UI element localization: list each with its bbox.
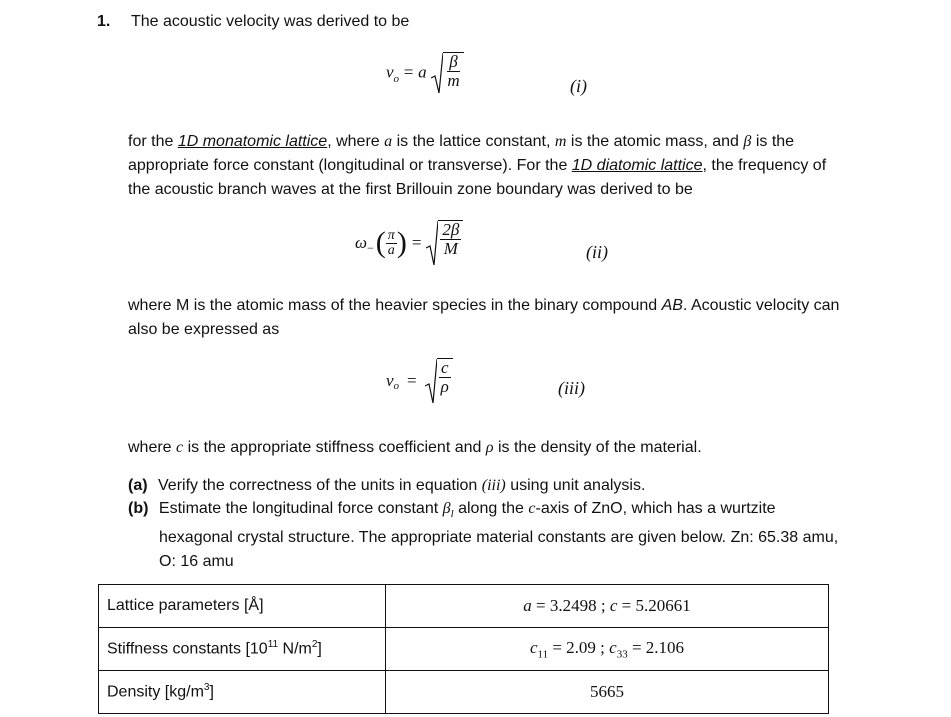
part-a-label: (a) (128, 477, 148, 494)
constants-table (98, 584, 829, 714)
eq1-den: m (447, 71, 460, 90)
row-lattice-label: Lattice parameters [Å] (99, 585, 386, 628)
eq1-lhs: v (386, 62, 394, 82)
para1-line1: for the 1D monatomic lattice, where a is the lattice constant, m is the atomic mass, and β is the (128, 133, 795, 150)
part-a: (a) Verify the correctness of the units in equation (iii) using unit analysis. (128, 477, 646, 494)
eq3-den: ρ (440, 377, 449, 396)
para2-line1: where M is the atomic mass of the heavier species in the binary compound AB. Acoustic velocity can (128, 297, 840, 314)
part-b-line2: hexagonal crystal structure. The appropriate material constants are given below. Zn: 65.38 amu, (159, 529, 839, 547)
row-stiffness-value: $c_{11} = 2.09$ ; $c_{33} = 2.106$ (386, 628, 829, 671)
part-b-line1: (b) Estimate the longitudinal force constant $\beta_l$ along the c-axis of ZnO, which has a wurtzite (128, 500, 776, 521)
problem-heading (97, 10, 409, 34)
row-stiffness-label: Stiffness constants [$10^{11}$ $N/m^2$] (99, 628, 386, 671)
paragraph-1 (128, 130, 918, 202)
eq1-num: β (449, 52, 458, 71)
problem-number: 1. (97, 13, 111, 30)
compound-ab: AB (661, 297, 683, 314)
eq2-omega: ω (355, 233, 368, 252)
eq2-a: a (387, 242, 395, 258)
para1-line3: the acoustic branch waves at the first Brillouin zone boundary was derived to be (128, 181, 693, 198)
eq1-coef: a (418, 62, 427, 82)
eq3-label: (iii) (558, 378, 585, 398)
table-row (99, 671, 829, 714)
table-row (99, 628, 829, 671)
part-b-line3: O: 16 amu (159, 553, 234, 571)
eq3-equals: = (407, 371, 417, 390)
paragraph-2 (128, 294, 918, 342)
eq1-sqrt (431, 52, 463, 94)
para1-line2: appropriate force constant (longitudinal or transverse). For the 1D diatomic lattice, the frequency of (128, 157, 827, 174)
para2-line2: also be expressed as (128, 321, 280, 338)
eq1-sub: o (393, 72, 400, 85)
equation-2: ω − ( $\frac{\pi}{a}$ ) = $\frac{2\beta}{M}$ (355, 220, 463, 266)
part-b-label: (b) (128, 500, 149, 517)
row-lattice-value: a = 3.2498 ; c = 5.20661 (386, 585, 829, 628)
eq2-sqrt (426, 220, 463, 266)
paragraph-3: where c is the appropriate stiffness coefficient and ρ is the density of the material. (128, 439, 702, 456)
row-density-label: Density $[kg/m^3]$ (99, 671, 386, 714)
eq2-den: M (443, 239, 458, 258)
link-1d-monatomic: 1D monatomic lattice (177, 133, 328, 150)
row-density-value: 5665 (386, 671, 829, 714)
eq2-num: 2β (442, 220, 460, 239)
eq2-equals: = (411, 233, 422, 252)
eq1-label: (i) (570, 76, 587, 96)
eq2-pi: π (387, 227, 395, 243)
link-1d-diatomic: 1D diatomic lattice (571, 157, 703, 174)
eq3-num: c (440, 358, 449, 377)
eq3-sqrt (425, 358, 453, 404)
equation-1 (386, 52, 464, 94)
eq1-equals: = (403, 62, 414, 82)
part-b (128, 497, 928, 574)
eq3-lhs: v (386, 371, 394, 390)
eq3-sub: o (393, 380, 400, 392)
eq2-sub: − (367, 240, 374, 255)
intro-text: The acoustic velocity was derived to be (130, 13, 410, 30)
eq2-label: (ii) (586, 242, 608, 262)
table-row (99, 585, 829, 628)
equation-3 (386, 358, 453, 404)
